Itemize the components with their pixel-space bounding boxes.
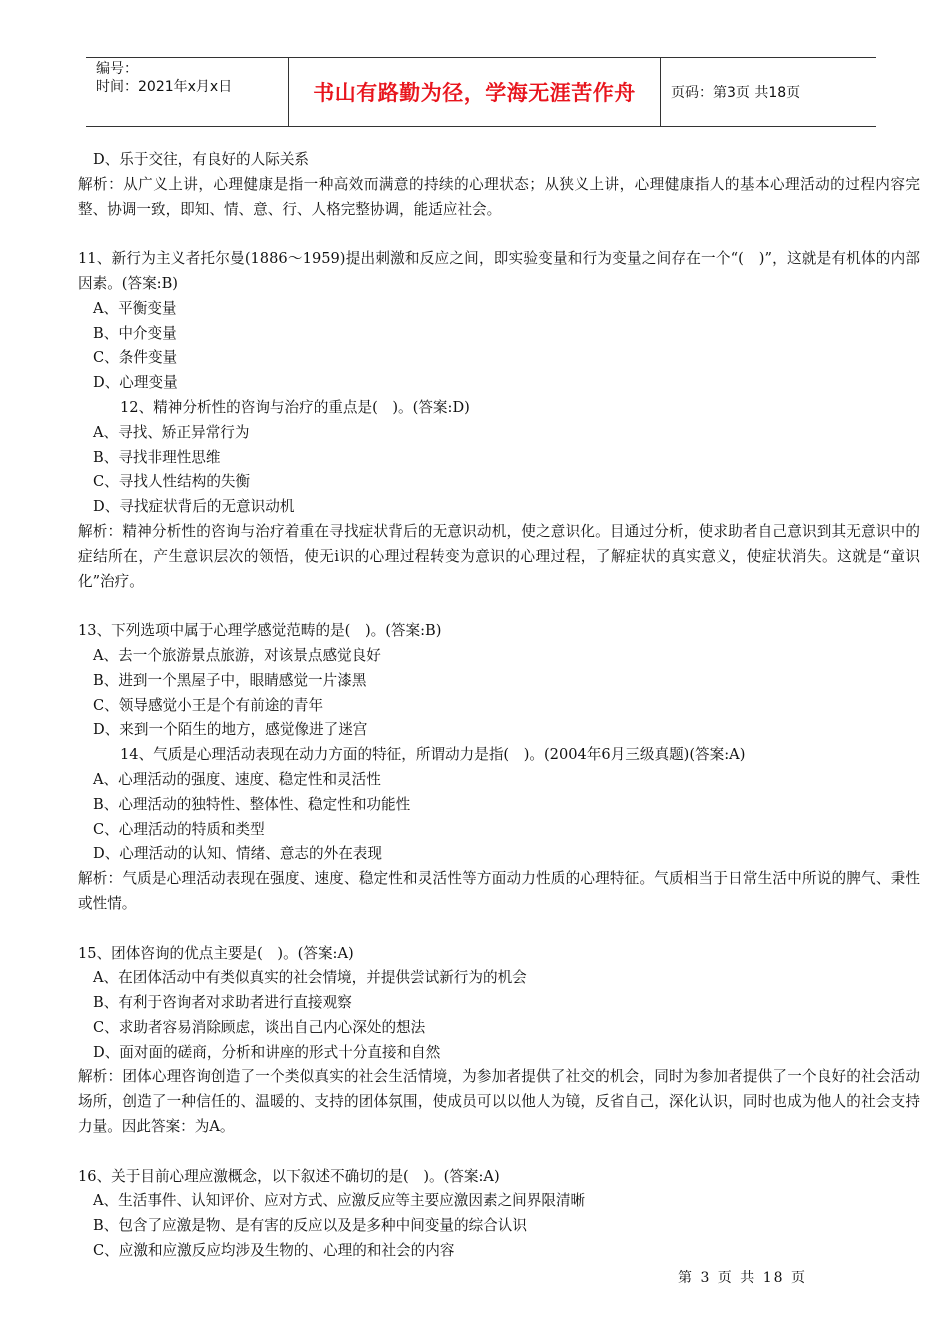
spacer xyxy=(74,222,920,247)
q13-option-c: C、领导感觉小王是个有前途的青年 xyxy=(93,696,324,714)
q15-option-d: D、面对面的磋商，分析和讲座的形式十分直接和自然 xyxy=(93,1043,441,1061)
header-page-label: 页码：第3页 共18页 xyxy=(671,85,801,101)
header-date-label: 时间：2021年x月x日 xyxy=(96,79,233,95)
spacer xyxy=(74,917,920,942)
header-page-cell xyxy=(661,58,876,126)
q12-option-a: A、寻找、矫正异常行为 xyxy=(93,423,250,441)
question-14: 14、气质是心理活动表现在动力方面的特征，所谓动力是指( )。(2004年6月三级真题)(答案:A) xyxy=(120,746,746,764)
q16-option-a: A、生活事件、认知评价、应对方式、应激反应等主要应激因素之间界限清晰 xyxy=(93,1192,586,1210)
spacer xyxy=(74,594,920,619)
prev-option-d: D、乐于交往，有良好的人际关系 xyxy=(93,151,310,168)
header-motto-cell xyxy=(288,58,661,126)
q11-option-c: C、条件变量 xyxy=(93,349,178,367)
q16-option-b: B、包含了应激是物、是有害的反应以及是多种中间变量的综合认识 xyxy=(93,1217,527,1235)
header-motto: 书山有路勤为径，学海无涯苦作舟 xyxy=(313,80,636,105)
page-header xyxy=(86,57,876,127)
q12-option-d: D、寻找症状背后的无意识动机 xyxy=(93,498,295,516)
question-12: 12、精神分析性的咨询与治疗的重点是( )。(答案:D) xyxy=(120,398,470,416)
q14-option-b: B、心理活动的独特性、整体性、稳定性和功能性 xyxy=(93,795,411,813)
question-13: 13、下列选项中属于心理学感觉范畴的是( )。(答案:B) xyxy=(78,622,442,640)
page-footer: 第 3 页 共 18 页 xyxy=(678,1270,807,1286)
q12-option-b: B、寻找非理性思维 xyxy=(93,448,221,466)
question-15: 15、团体咨询的优点主要是( )。(答案:A) xyxy=(78,944,354,962)
question-16: 16、关于目前心理应激概念，以下叙述不确切的是( )。(答案:A) xyxy=(78,1167,500,1185)
q13-option-a: A、去一个旅游景点旅游，对该景点感觉良好 xyxy=(93,646,381,664)
document-body xyxy=(74,148,920,1264)
q15-analysis: 解析：团体心理咨询创造了一个类似真实的社会生活情境，为参加者提供了社交的机会，同时为参加者提供了一个良好的社会活动场所，创造了一种信任的、温暖的、支持的团体氛围，使成员可以以他人为镜，反省自己，深化认识，同时也成为他人的社会支持力量。因此答案：为A。 xyxy=(78,1068,920,1136)
q11-option-d: D、心理变量 xyxy=(93,374,178,392)
q16-option-c: C、应激和应激反应均涉及生物的、心理的和社会的内容 xyxy=(93,1242,455,1260)
q14-analysis: 解析：气质是心理活动表现在强度、速度、稳定性和灵活性等方面动力性质的心理特征。气质相当于日常生活中所说的脾气、秉性或性情。 xyxy=(78,870,920,912)
q11-option-a: A、平衡变量 xyxy=(93,299,177,317)
spacer xyxy=(74,1140,920,1165)
q12-analysis: 解析：精神分析性的咨询与治疗着重在寻找症状背后的无意识动机，使之意识化。目通过分析，使求助者自己意识到其无意识中的症结所在，产生意识层次的领悟，使无i识的心理过程转变为意识的心理过程，了解症状的真实意义，使症状消失。这就是“童识化”治疗。 xyxy=(78,522,920,590)
header-meta xyxy=(86,58,288,126)
q12-option-c: C、寻找人性结构的失衡 xyxy=(93,473,251,491)
q11-option-b: B、中介变量 xyxy=(93,324,177,342)
q13-option-b: B、进到一个黑屋子中，眼睛感觉一片漆黑 xyxy=(93,671,367,689)
prev-analysis: 解析：从广义上讲，心理健康是指一种高效而满意的持续的心理状态；从狭义上讲，心理健康指人的基本心理活动的过程内容完整、协调一致，即知、情、意、行、人格完整协调，能适应社会。 xyxy=(78,175,920,218)
q13-option-d: D、来到一个陌生的地方，感觉像进了迷宫 xyxy=(93,721,368,739)
q14-option-d: D、心理活动的认知、情绪、意志的外在表现 xyxy=(93,845,382,863)
q15-option-c: C、求助者容易消除顾虑，谈出自己内心深处的想法 xyxy=(93,1018,426,1036)
header-number-label: 编号： xyxy=(96,61,138,77)
q14-option-c: C、心理活动的特质和类型 xyxy=(93,820,265,838)
q14-option-a: A、心理活动的强度、速度、稳定性和灵活性 xyxy=(93,770,381,788)
q15-option-b: B、有利于咨询者对求助者进行直接观察 xyxy=(93,994,352,1012)
question-11: 11、新行为主义者托尔曼(1886～1959)提出刺激和反应之间，即实验变量和行为变量之间存在一个“( )”，这就是有机体的内部因素。(答案:B) xyxy=(78,250,920,292)
q15-option-a: A、在团体活动中有类似真实的社会情境，并提供尝试新行为的机会 xyxy=(93,969,527,987)
